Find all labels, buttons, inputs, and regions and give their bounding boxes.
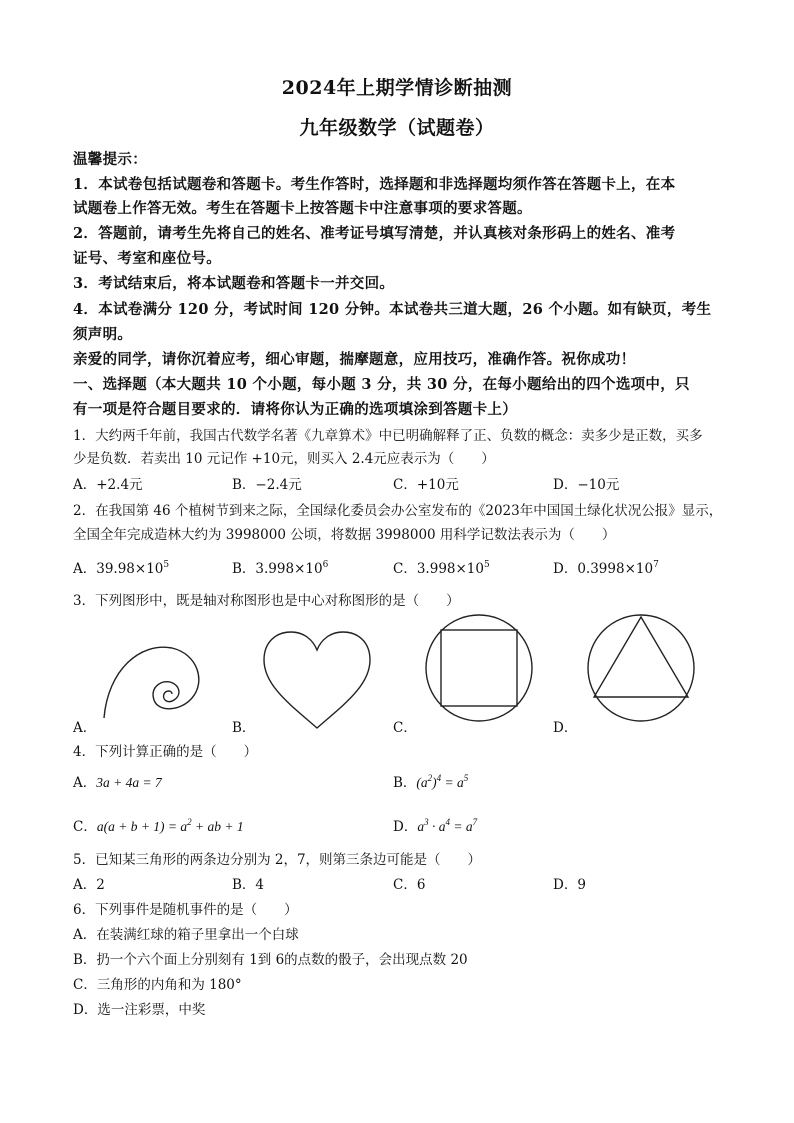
q6-option-a: A．在装满红球的箱子里拿出一个白球: [73, 927, 299, 943]
q6-option-c: C．三角形的内角和为 180°: [73, 977, 242, 993]
question-1-stem: 1．大约两千年前，我国古代数学名著《九章算术》中已明确解释了正、负数的概念：卖多少是正数，买多: [73, 428, 703, 444]
question-6-stem: 6．下列事件是随机事件的是（ ）: [73, 902, 298, 918]
question-4-stem: 4．下列计算正确的是（ ）: [73, 744, 258, 760]
notice-line: 2．答题前，请考生先将自己的姓名、准考证号填写清楚，并认真核对条形码上的姓名、准考: [73, 225, 676, 242]
exam-title: 2024年上期学情诊断抽测: [281, 77, 513, 99]
notice-line: 4．本试卷满分 120 分，考试时间 120 分钟。本试卷共三道大题，26 个小题。如有缺页，考生: [73, 301, 712, 318]
spiral-figure: [100, 630, 210, 720]
notice-line: 1．本试卷包括试题卷和答题卡。考生作答时，选择题和非选择题均须作答在答题卡上，在本: [73, 176, 676, 193]
notice-heading: 温馨提示：: [73, 151, 147, 168]
q4-option-c: C．$a(a + b + 1) = a^2$ + ab + 1: [73, 817, 244, 835]
q3-option-d: D．: [553, 720, 578, 736]
notice-line: 证号、考室和座位号。: [73, 250, 221, 267]
section-heading: 一、选择题（本大题共 10 个小题，每小题 3 分，共 30 分，在每小题给出的四个选项中，只: [73, 376, 690, 393]
notice-line: 试题卷上作答无效。考生在答题卡上按答题卡中注意事项的要求答题。: [73, 200, 532, 217]
q4-option-a: A．3a + 4a = 7: [73, 775, 162, 791]
q3-option-a: A．: [73, 720, 97, 736]
notice-line: 须声明。: [73, 326, 133, 343]
q2-option-a: A．$39.98\times 10^5$: [73, 560, 170, 577]
q2-option-b: B．$3.998\times 10^6$: [232, 560, 329, 577]
question-2-stem: 全国全年完成造林大约为 3998000 公顷，将数据 3998000 用科学记数法表示为（ ）: [73, 527, 616, 543]
section-heading: 有一项是符合题目要求的．请将你认为正确的选项填涂到答题卡上）: [73, 401, 517, 418]
question-1-stem: 少是负数．若卖出 10 元记作 +10元，则买入 2.4元应表示为（ ）: [73, 451, 495, 467]
q1-option-d: D．−10元: [553, 477, 620, 493]
q4-option-d: D．$a^3 \cdot a^4 = a^7$: [393, 817, 478, 835]
q3-option-c: C．: [393, 720, 417, 736]
question-2-stem: 2．在我国第 46 个植树节到来之际，全国绿化委员会办公室发布的《2023年中国国土绿化状况公报》显示，: [73, 503, 723, 519]
circle-triangle-figure: [586, 613, 696, 723]
question-5-stem: 5．已知某三角形的两条边分别为 2，7，则第三条边可能是（ ）: [73, 852, 482, 868]
circle-square-figure: [424, 613, 534, 723]
notice-line: 3．考试结束后，将本试题卷和答题卡一并交回。: [73, 275, 395, 292]
q5-option-a: A．2: [73, 877, 105, 893]
q6-option-d: D．选一注彩票，中奖: [73, 1002, 206, 1018]
q5-option-d: D．9: [553, 877, 586, 893]
q2-option-c: C．$3.998\times 10^5$: [393, 560, 490, 577]
exam-subtitle: 九年级数学（试题卷）: [299, 117, 495, 139]
q2-option-d: D．$0.3998\times 10^7$: [553, 560, 659, 577]
q4-option-b: B．$(a^2)^4 = a^5$: [393, 773, 469, 791]
q5-option-b: B．4: [232, 877, 265, 893]
encouragement: 亲爱的同学，请你沉着应考，细心审题，揣摩题意，应用技巧，准确作答。祝你成功！: [73, 351, 636, 368]
q5-option-c: C．6: [393, 877, 426, 893]
q1-option-a: A．+2.4元: [73, 477, 143, 493]
question-3-stem: 3．下列图形中，既是轴对称图形也是中心对称图形的是（ ）: [73, 593, 460, 609]
q1-option-b: B．−2.4元: [232, 477, 302, 493]
heart-figure: [262, 630, 372, 730]
q1-option-c: C．+10元: [393, 477, 459, 493]
q3-option-b: B．: [232, 720, 256, 736]
q6-option-b: B．扔一个六个面上分别刻有 1到 6的点数的骰子，会出现点数 20: [73, 952, 468, 968]
